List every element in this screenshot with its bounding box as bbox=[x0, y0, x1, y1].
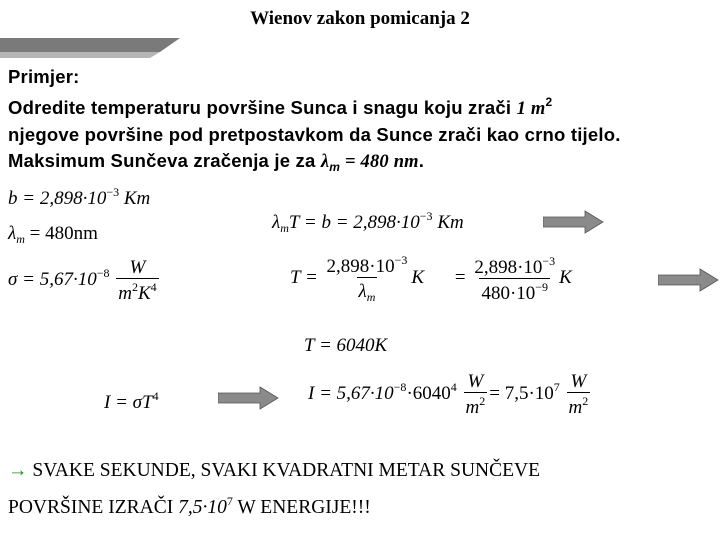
title-banner-decoration bbox=[0, 38, 720, 58]
right-arrow-icon bbox=[543, 210, 605, 234]
conclusion bbox=[8, 456, 540, 523]
intro-line-3: njegove površine pod pretpostavkom da Sunce zrači kao crno tijelo. bbox=[8, 124, 621, 145]
right-arrow-icon bbox=[658, 268, 720, 292]
given-lambda: $\lambda_m = 480nm$ bbox=[8, 223, 98, 246]
intro-line-4: Maksimum Sunčeva zračenja je za $\lambda_m = 480$ nm. bbox=[8, 149, 425, 174]
wien-equation: $\lambda_mT = b = 2,898\cdot 10^{-3}$ Km bbox=[272, 209, 464, 235]
slide-title: Wienov zakon pomicanja 2 bbox=[250, 8, 470, 29]
problem-statement bbox=[8, 64, 621, 180]
intro-line-2: Odredite temperaturu površine Sunca i snagu koju zrači 1 $m^2$ bbox=[8, 94, 553, 119]
intro-line-1: Primjer: bbox=[8, 66, 80, 87]
intensity-equation: $I = 5,67\cdot 10^{-8}\cdot 6040^4$ $\frac{W}{m^2}$ = $7,5\cdot 10^7$ $\frac{W}{m^2}$ bbox=[308, 371, 589, 418]
given-sigma: $\sigma = 5,67\cdot 10^{-8}$ $\frac{W}{m^2K^4}$ bbox=[8, 257, 157, 304]
right-arrow-icon bbox=[218, 386, 280, 410]
conclusion-line-2: POVRŠINE IZRAČI $7,5\cdot 10^7$ W ENERGIJE!!! bbox=[8, 494, 371, 518]
conclusion-arrow-icon: → bbox=[8, 460, 28, 481]
conclusion-line-1: SVAKE SEKUNDE, SVAKI KVADRATNI METAR SUNČEVE bbox=[27, 460, 541, 481]
temperature-result: T = 6040K bbox=[304, 335, 388, 356]
temperature-equation: T = $\frac{2,898\cdot 10^{-3}}{\lambda_m}$ K = $\frac{2,898\cdot 10^{-3}}{480\cdot 10^{-9}}$ K bbox=[290, 253, 572, 304]
given-b: $b = 2,898\cdot 10^{-3}$ Km bbox=[8, 185, 151, 209]
stefan-boltzmann-law: $I = \sigma T^4$ bbox=[104, 389, 159, 413]
